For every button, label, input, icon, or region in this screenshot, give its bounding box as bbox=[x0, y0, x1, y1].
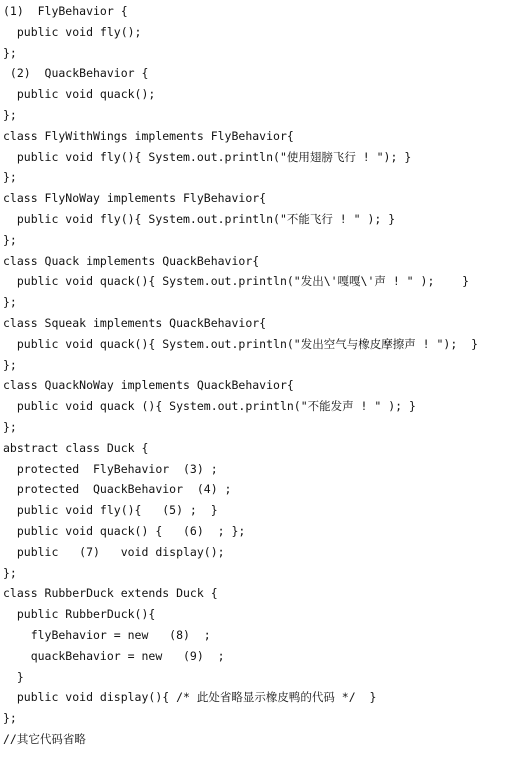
code-line: }; bbox=[3, 232, 17, 247]
code-line: (1) FlyBehavior { bbox=[3, 4, 128, 18]
code-line: public void fly(){ System.out.println("使用翅膀飞行 ! "); } bbox=[3, 149, 412, 164]
code-line: public RubberDuck(){ bbox=[3, 607, 156, 622]
code-line: }; bbox=[3, 107, 17, 122]
code-line: //其它代码省略 bbox=[3, 731, 86, 746]
code-line: protected QuackBehavior (4) ; bbox=[3, 482, 232, 497]
code-line: flyBehavior = new (8) ; bbox=[3, 627, 211, 642]
code-line: public void quack (){ System.out.println("不能发声 ! " ); } bbox=[3, 399, 416, 414]
code-line: } bbox=[3, 669, 24, 684]
code-line: }; bbox=[3, 45, 17, 60]
code-line: public void display(){ /* 此处省略显示橡皮鸭的代码 */ } bbox=[3, 690, 377, 705]
code-line: public void fly(); bbox=[3, 24, 142, 39]
code-line: public void quack(){ System.out.println("发出\'嘎嘎\'声 ! " ); } bbox=[3, 274, 469, 289]
code-line: class RubberDuck extends Duck { bbox=[3, 586, 218, 601]
code-line: class Quack implements QuackBehavior{ bbox=[3, 253, 260, 268]
code-line: }; bbox=[3, 170, 17, 185]
code-line: class QuackNoWay implements QuackBehavior{ bbox=[3, 378, 294, 393]
code-line: public void quack(){ System.out.println("发出空气与橡皮摩擦声 ! "); } bbox=[3, 336, 479, 351]
code-line: public void fly(){ System.out.println("不能飞行 ! " ); } bbox=[3, 211, 396, 226]
code-line: }; bbox=[3, 565, 17, 580]
code-line: }; bbox=[3, 357, 17, 372]
code-line: }; bbox=[3, 711, 17, 726]
code-line: }; bbox=[3, 295, 17, 310]
code-line: class FlyWithWings implements FlyBehavior{ bbox=[3, 128, 294, 143]
code-line: public void fly(){ (5) ; } bbox=[3, 503, 218, 518]
code-line: quackBehavior = new (9) ; bbox=[3, 648, 225, 663]
code-line: public void quack() { (6) ; }; bbox=[3, 523, 246, 538]
code-line: protected FlyBehavior (3) ; bbox=[3, 461, 218, 476]
code-line: class FlyNoWay implements FlyBehavior{ bbox=[3, 191, 267, 206]
code-line: (2) QuackBehavior { bbox=[3, 66, 149, 81]
code-line: class Squeak implements QuackBehavior{ bbox=[3, 315, 267, 330]
code-line: abstract class Duck { bbox=[3, 440, 149, 455]
code-line: public (7) void display(); bbox=[3, 544, 225, 559]
code-line: }; bbox=[3, 419, 17, 434]
code-line: public void quack(); bbox=[3, 87, 156, 102]
code-listing bbox=[3, 1, 511, 750]
